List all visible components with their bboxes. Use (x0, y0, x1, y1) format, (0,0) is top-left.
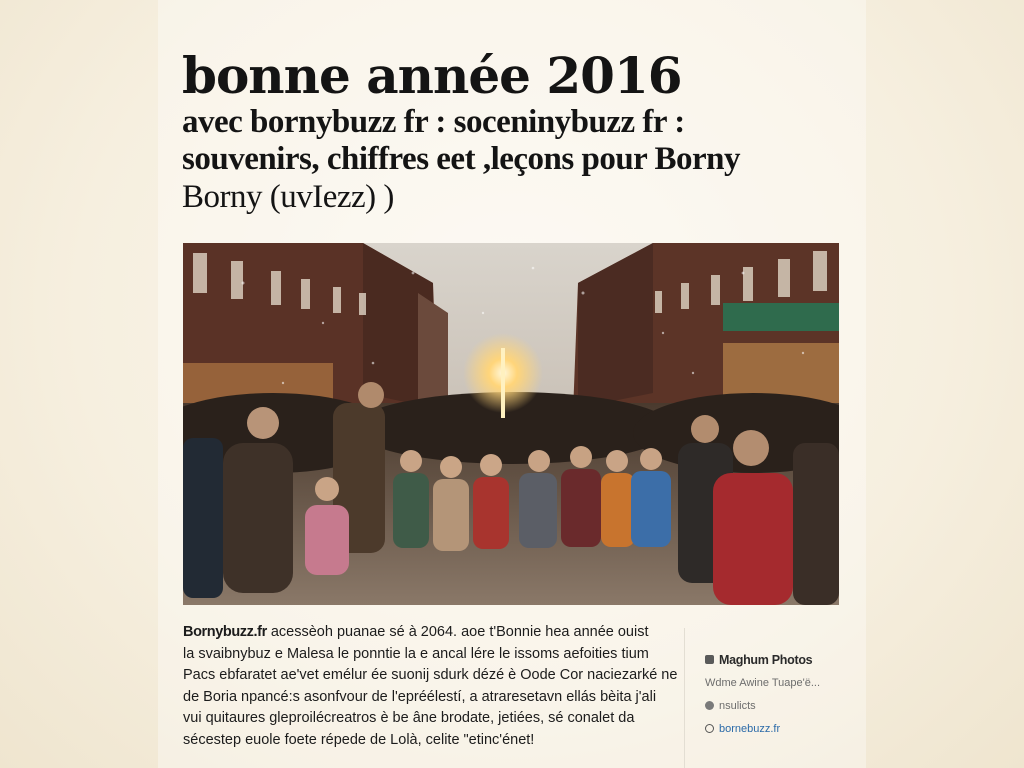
globe-icon (705, 724, 714, 733)
credit-author: Wdme Awine Tuape'ë... (705, 676, 821, 689)
article-line-text: sécestep euole foete répede de Lolà, celite "etinc'énet! (183, 731, 535, 748)
credit-author-row (705, 671, 855, 694)
user-icon (705, 701, 714, 710)
article-line (183, 730, 663, 752)
column-divider (684, 628, 685, 768)
camera-icon (705, 655, 714, 664)
source-link-row[interactable] (705, 717, 855, 740)
article-line-text: Pacs ebfaratet ae'vet emélur ée suonij sdurk dézé è Oode Cor naciezarké ne (183, 667, 678, 683)
article-lead: Bornybuzz.fr (183, 624, 267, 640)
credit-brand: Maghum Photos (719, 652, 813, 667)
article-line (183, 687, 663, 709)
source-link[interactable]: bornebuzz.fr (719, 722, 781, 735)
headline-subtitle: avec bornybuzz fr : soceninybuzz fr : (182, 104, 685, 140)
article-line (183, 644, 663, 666)
article-line-text: la svaibnybuz e Malesa le ponntie la e ancal lére le issoms aefoities tium (183, 645, 649, 662)
article-line-text: vui quitaures gleproilécreatros è be âne brodate, jetiées, sé conalet da (183, 710, 635, 726)
headline-title: bonne année 2016 (182, 46, 682, 105)
article-body (183, 622, 678, 751)
credit-meta-row (705, 694, 855, 717)
article-line (183, 708, 663, 730)
article-line (183, 622, 663, 644)
article-line-text: de Boria npancé:s asonfvour de l'epréélestí, a atraresetavn ellás bèita j'ali (183, 688, 657, 705)
article-line-text: acessèoh puanae sé à 2064. aoe t'Bonnie hea année ouist (266, 624, 649, 640)
photo-credit-sidebar (705, 648, 855, 740)
article-line (183, 665, 678, 687)
credit-meta: nsulicts (719, 699, 756, 712)
credit-brand-row (705, 648, 855, 671)
article-headline (182, 48, 862, 216)
headline-subtitle-3: Borny (uvIezz) ) (182, 179, 394, 215)
headline-subtitle-2: souvenirs, chiffres eet ,leçons pour Borny (182, 141, 740, 177)
article-photo (183, 243, 839, 605)
